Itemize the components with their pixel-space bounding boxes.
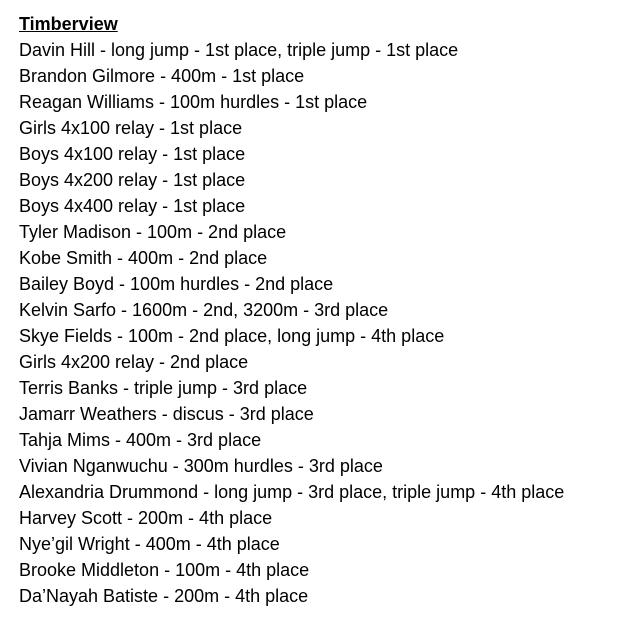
result-line: Vivian Nganwuchu - 300m hurdles - 3rd place xyxy=(19,456,383,476)
document-title: Timberview xyxy=(19,14,118,34)
result-line: Bailey Boyd - 100m hurdles - 2nd place xyxy=(19,274,334,294)
result-line: Kobe Smith - 400m - 2nd place xyxy=(19,248,268,268)
result-line: Boys 4x100 relay - 1st place xyxy=(19,144,246,164)
result-line: Reagan Williams - 100m hurdles - 1st place xyxy=(19,92,368,112)
result-line: Nye’gil Wright - 400m - 4th place xyxy=(19,534,280,554)
result-line: Girls 4x100 relay - 1st place xyxy=(19,118,243,138)
result-line: Boys 4x400 relay - 1st place xyxy=(19,196,246,216)
result-line: Boys 4x200 relay - 1st place xyxy=(19,170,246,190)
result-line: Alexandria Drummond - long jump - 3rd place, triple jump - 4th place xyxy=(19,482,565,502)
result-line: Girls 4x200 relay - 2nd place xyxy=(19,352,249,372)
results-list xyxy=(19,37,629,609)
result-line: Jamarr Weathers - discus - 3rd place xyxy=(19,404,314,424)
result-line: Terris Banks - triple jump - 3rd place xyxy=(19,378,308,398)
result-line: Kelvin Sarfo - 1600m - 2nd, 3200m - 3rd place xyxy=(19,300,389,320)
result-line: Davin Hill - long jump - 1st place, triple jump - 1st place xyxy=(19,40,459,60)
result-line: Tyler Madison - 100m - 2nd place xyxy=(19,222,287,242)
result-line: Brandon Gilmore - 400m - 1st place xyxy=(19,66,305,86)
result-line: Tahja Mims - 400m - 3rd place xyxy=(19,430,262,450)
result-line: Brooke Middleton - 100m - 4th place xyxy=(19,560,310,580)
result-line: Da’Nayah Batiste - 200m - 4th place xyxy=(19,586,309,606)
document-body xyxy=(19,11,629,609)
result-line: Harvey Scott - 200m - 4th place xyxy=(19,508,273,528)
result-line: Skye Fields - 100m - 2nd place, long jump - 4th place xyxy=(19,326,445,346)
